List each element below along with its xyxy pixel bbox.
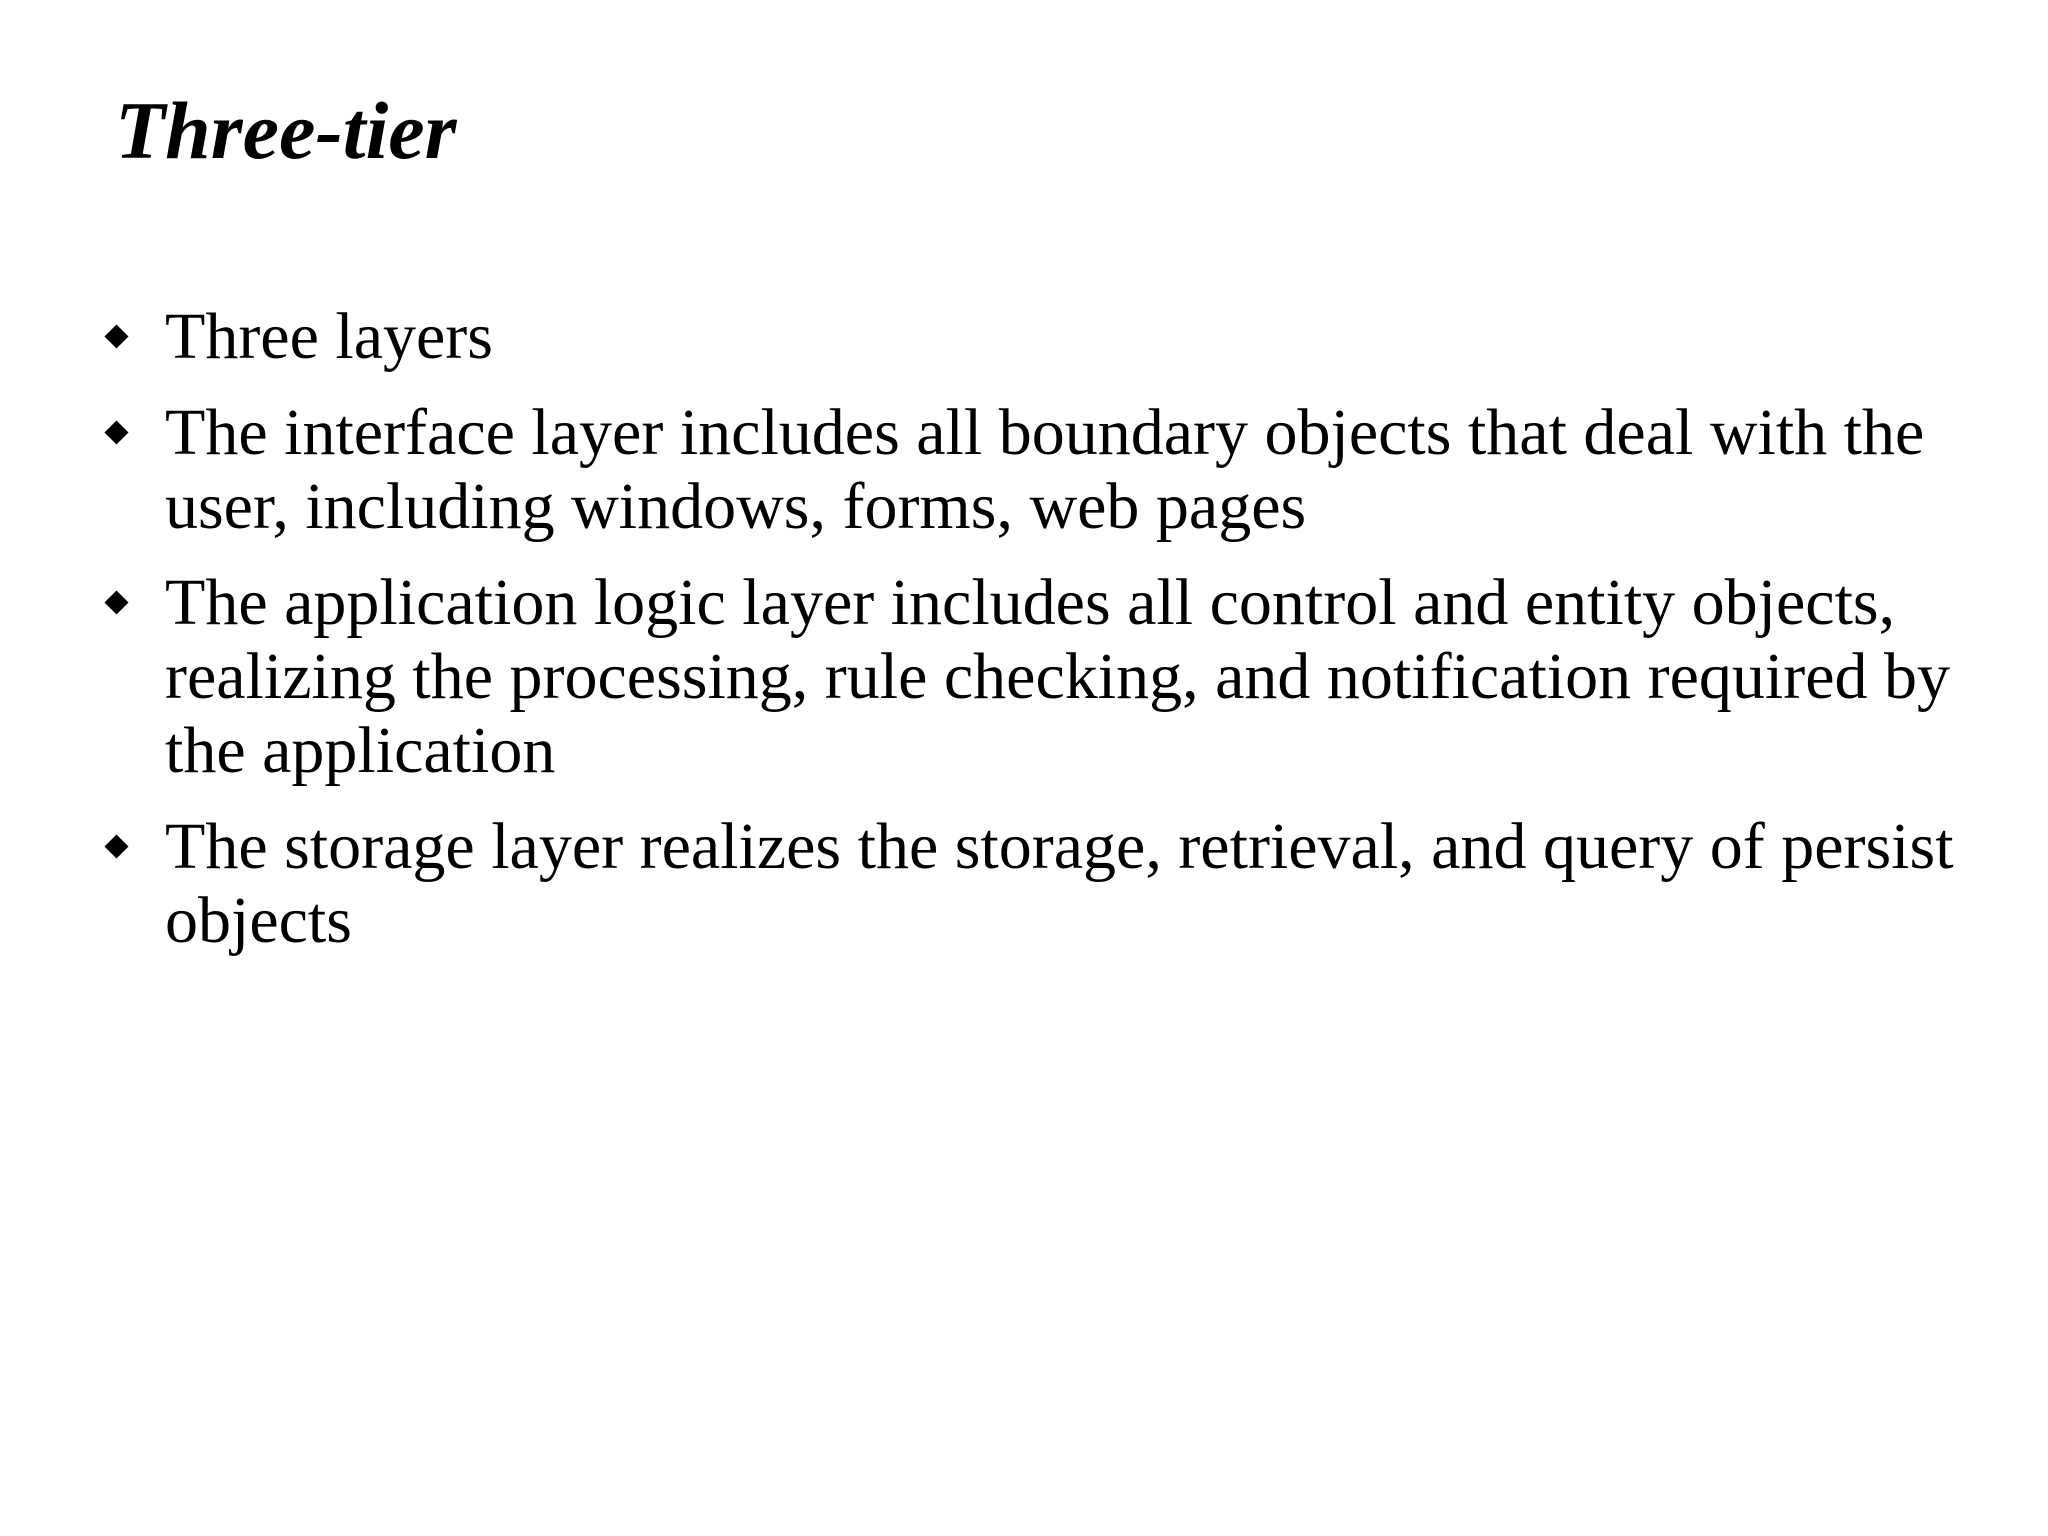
slide-title: Three-tier — [115, 85, 457, 176]
bullet-text: The interface layer includes all boundary objects that deal with the user, including windows, forms, web pages — [165, 396, 1925, 543]
bullet-item — [98, 300, 1978, 374]
bullet-item — [98, 566, 1978, 788]
diamond-icon — [104, 420, 128, 444]
diamond-icon — [104, 590, 128, 614]
bullet-text: The storage layer realizes the storage, retrieval, and query of persist objects — [165, 810, 1954, 957]
bullet-item — [98, 810, 1978, 958]
bullet-item — [98, 396, 1978, 544]
bullet-text: Three layers — [165, 300, 493, 373]
bullet-text: The application logic layer includes all control and entity objects, realizing the processing, rule checking, and notification required by the application — [165, 566, 1951, 787]
diamond-icon — [104, 834, 128, 858]
diamond-icon — [104, 324, 128, 348]
bullet-list — [98, 300, 1978, 980]
